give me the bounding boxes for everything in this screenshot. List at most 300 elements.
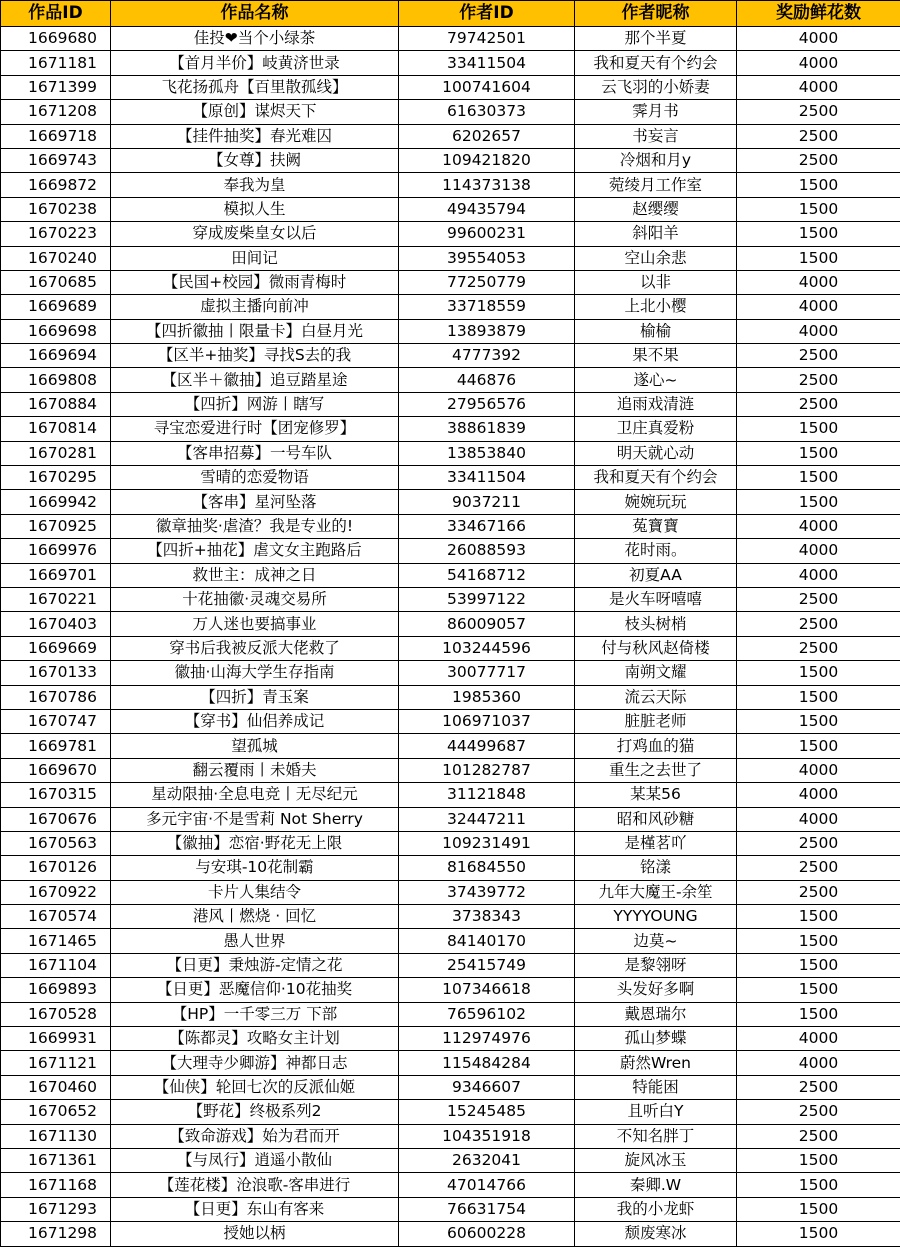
work-id-cell: 1671399: [1, 75, 111, 99]
author-nickname-cell: 戴恩瑞尔: [575, 1002, 737, 1026]
author-id-cell: 86009057: [399, 612, 575, 636]
work-id-cell: 1670221: [1, 587, 111, 611]
work-id-cell: 1670747: [1, 709, 111, 733]
flower-reward-cell: 2500: [737, 831, 900, 855]
author-nickname-cell: 枝头树梢: [575, 612, 737, 636]
flower-reward-cell: 2500: [737, 1100, 900, 1124]
work-title-cell: 望孤城: [111, 734, 399, 758]
author-id-cell: 79742501: [399, 27, 575, 51]
flower-reward-cell: 2500: [737, 612, 900, 636]
author-nickname-cell: 颓废寒冰: [575, 1222, 737, 1246]
header-row: [1, 1, 900, 27]
author-nickname-cell: 是槿茗吖: [575, 831, 737, 855]
flower-reward-cell: 4000: [737, 319, 900, 343]
author-nickname-cell: 遂心~: [575, 368, 737, 392]
work-id-cell: 1669743: [1, 148, 111, 172]
flower-reward-cell: 4000: [737, 783, 900, 807]
flower-reward-cell: 2500: [737, 148, 900, 172]
author-id-cell: 107346618: [399, 978, 575, 1002]
author-nickname-cell: 冷烟和月y: [575, 148, 737, 172]
work-id-cell: 1670315: [1, 783, 111, 807]
author-id-cell: 27956576: [399, 392, 575, 416]
table-row: [1, 758, 900, 782]
work-title-cell: 救世主：成神之日: [111, 563, 399, 587]
table-row: [1, 978, 900, 1002]
work-id-cell: 1669781: [1, 734, 111, 758]
work-title-cell: 【莲花楼】沧浪歌-客串进行: [111, 1173, 399, 1197]
table-row: [1, 270, 900, 294]
author-id-cell: 9346607: [399, 1075, 575, 1099]
table-row: [1, 1222, 900, 1246]
work-title-cell: 【原创】谋烬天下: [111, 100, 399, 124]
flower-reward-cell: 1500: [737, 661, 900, 685]
work-title-cell: 【日更】恶魔信仰·10花抽奖: [111, 978, 399, 1002]
table-row: [1, 587, 900, 611]
author-nickname-cell: 明天就心动: [575, 441, 737, 465]
work-id-cell: 1670814: [1, 417, 111, 441]
author-id-cell: 104351918: [399, 1124, 575, 1148]
flower-reward-cell: 4000: [737, 563, 900, 587]
work-id-cell: 1670685: [1, 270, 111, 294]
author-nickname-cell: 我的小龙虾: [575, 1197, 737, 1221]
work-id-cell: 1671298: [1, 1222, 111, 1246]
table-row: [1, 1100, 900, 1124]
author-nickname-cell: 流云天际: [575, 685, 737, 709]
flower-reward-cell: 1500: [737, 734, 900, 758]
work-id-cell: 1669931: [1, 1027, 111, 1051]
work-title-cell: 【与凤行】逍遥小散仙: [111, 1148, 399, 1172]
author-id-cell: 100741604: [399, 75, 575, 99]
table-row: [1, 661, 900, 685]
author-id-cell: 39554053: [399, 246, 575, 270]
author-id-cell: 33467166: [399, 514, 575, 538]
table-row: [1, 246, 900, 270]
author-id-cell: 49435794: [399, 197, 575, 221]
table-row: [1, 344, 900, 368]
table-row: [1, 1197, 900, 1221]
work-title-cell: 卡片人集结令: [111, 880, 399, 904]
table-row: [1, 1148, 900, 1172]
author-nickname-cell: 是黎翎呀: [575, 953, 737, 977]
work-id-cell: 1671465: [1, 929, 111, 953]
author-id-cell: 13853840: [399, 441, 575, 465]
header-author-nickname: 作者昵称: [575, 1, 737, 27]
author-nickname-cell: 重生之去世了: [575, 758, 737, 782]
author-nickname-cell: 蔚然Wren: [575, 1051, 737, 1075]
table-row: [1, 539, 900, 563]
author-id-cell: 3738343: [399, 905, 575, 929]
table-row: [1, 953, 900, 977]
flower-reward-cell: 4000: [737, 514, 900, 538]
author-id-cell: 77250779: [399, 270, 575, 294]
flower-reward-cell: 4000: [737, 51, 900, 75]
work-title-cell: 【仙侠】轮回七次的反派仙姬: [111, 1075, 399, 1099]
work-title-cell: 【HP】一千零三万 下部: [111, 1002, 399, 1026]
work-id-cell: 1671361: [1, 1148, 111, 1172]
work-title-cell: 虚拟主播向前冲: [111, 295, 399, 319]
work-id-cell: 1669718: [1, 124, 111, 148]
author-id-cell: 38861839: [399, 417, 575, 441]
author-nickname-cell: 果不果: [575, 344, 737, 368]
flower-reward-cell: 4000: [737, 758, 900, 782]
work-title-cell: 与安琪-10花制霸: [111, 856, 399, 880]
author-id-cell: 4777392: [399, 344, 575, 368]
work-id-cell: 1669942: [1, 490, 111, 514]
work-id-cell: 1669694: [1, 344, 111, 368]
author-nickname-cell: 斜阳羊: [575, 222, 737, 246]
author-id-cell: 81684550: [399, 856, 575, 880]
work-id-cell: 1670240: [1, 246, 111, 270]
table-row: [1, 51, 900, 75]
table-row: [1, 807, 900, 831]
author-id-cell: 76596102: [399, 1002, 575, 1026]
work-title-cell: 【民国+校园】微雨青梅时: [111, 270, 399, 294]
work-title-cell: 奉我为皇: [111, 173, 399, 197]
table-row: [1, 563, 900, 587]
work-title-cell: 徽抽·山海大学生存指南: [111, 661, 399, 685]
flower-reward-cell: 1500: [737, 709, 900, 733]
author-id-cell: 37439772: [399, 880, 575, 904]
flower-reward-cell: 2500: [737, 1124, 900, 1148]
author-id-cell: 31121848: [399, 783, 575, 807]
author-id-cell: 54168712: [399, 563, 575, 587]
work-title-cell: 【日更】秉烛游-定情之花: [111, 953, 399, 977]
table-row: [1, 197, 900, 221]
author-nickname-cell: 那个半夏: [575, 27, 737, 51]
table-row: [1, 392, 900, 416]
work-title-cell: 模拟人生: [111, 197, 399, 221]
author-id-cell: 15245485: [399, 1100, 575, 1124]
flower-reward-cell: 1500: [737, 1002, 900, 1026]
author-nickname-cell: 脏脏老师: [575, 709, 737, 733]
work-id-cell: 1670281: [1, 441, 111, 465]
author-nickname-cell: 且听白Y: [575, 1100, 737, 1124]
author-id-cell: 9037211: [399, 490, 575, 514]
author-id-cell: 33411504: [399, 466, 575, 490]
flower-reward-cell: 2500: [737, 880, 900, 904]
author-nickname-cell: 铭漾: [575, 856, 737, 880]
table-row: [1, 368, 900, 392]
author-nickname-cell: 孤山梦蝶: [575, 1027, 737, 1051]
flower-reward-cell: 2500: [737, 392, 900, 416]
flower-reward-cell: 1500: [737, 441, 900, 465]
author-nickname-cell: 我和夏天有个约会: [575, 51, 737, 75]
author-nickname-cell: 打鸡血的猫: [575, 734, 737, 758]
work-id-cell: 1669669: [1, 636, 111, 660]
flower-reward-cell: 1500: [737, 466, 900, 490]
table-row: [1, 490, 900, 514]
work-id-cell: 1669670: [1, 758, 111, 782]
author-nickname-cell: 书妄言: [575, 124, 737, 148]
author-nickname-cell: 初夏AA: [575, 563, 737, 587]
author-nickname-cell: 霁月书: [575, 100, 737, 124]
table-row: [1, 685, 900, 709]
table-row: [1, 466, 900, 490]
flower-reward-cell: 1500: [737, 222, 900, 246]
flower-reward-cell: 1500: [737, 173, 900, 197]
table-row: [1, 75, 900, 99]
table-row: [1, 417, 900, 441]
work-title-cell: 【陈都灵】攻略女主计划: [111, 1027, 399, 1051]
work-id-cell: 1670676: [1, 807, 111, 831]
work-id-cell: 1669872: [1, 173, 111, 197]
flower-reward-cell: 1500: [737, 490, 900, 514]
table-row: [1, 173, 900, 197]
author-nickname-cell: 以非: [575, 270, 737, 294]
author-nickname-cell: YYYYOUNG: [575, 905, 737, 929]
work-title-cell: 穿成废柴皇女以后: [111, 222, 399, 246]
work-id-cell: 1671293: [1, 1197, 111, 1221]
flower-reward-cell: 2500: [737, 100, 900, 124]
work-id-cell: 1670786: [1, 685, 111, 709]
work-title-cell: 【徽抽】恋宿·野花无上限: [111, 831, 399, 855]
author-nickname-cell: 昭和风砂糖: [575, 807, 737, 831]
table-row: [1, 1051, 900, 1075]
work-id-cell: 1669701: [1, 563, 111, 587]
work-title-cell: 【区半+抽奖】寻找S去的我: [111, 344, 399, 368]
author-id-cell: 115484284: [399, 1051, 575, 1075]
work-id-cell: 1669689: [1, 295, 111, 319]
author-nickname-cell: 特能困: [575, 1075, 737, 1099]
author-id-cell: 112974976: [399, 1027, 575, 1051]
author-id-cell: 2632041: [399, 1148, 575, 1172]
author-nickname-cell: 云飞羽的小娇妻: [575, 75, 737, 99]
author-id-cell: 109231491: [399, 831, 575, 855]
table-row: [1, 783, 900, 807]
work-title-cell: 【四折徽抽丨限量卡】白昼月光: [111, 319, 399, 343]
author-id-cell: 44499687: [399, 734, 575, 758]
author-id-cell: 76631754: [399, 1197, 575, 1221]
work-title-cell: 【四折+抽花】虐文女主跑路后: [111, 539, 399, 563]
author-id-cell: 53997122: [399, 587, 575, 611]
flower-reward-cell: 1500: [737, 978, 900, 1002]
flower-reward-cell: 4000: [737, 75, 900, 99]
flower-reward-cell: 4000: [737, 807, 900, 831]
work-id-cell: 1671130: [1, 1124, 111, 1148]
flower-reward-cell: 2500: [737, 124, 900, 148]
author-id-cell: 103244596: [399, 636, 575, 660]
work-title-cell: 【致命游戏】始为君而开: [111, 1124, 399, 1148]
work-title-cell: 飞花扬孤舟【百里散孤线】: [111, 75, 399, 99]
flower-reward-cell: 2500: [737, 368, 900, 392]
author-nickname-cell: 南朔文耀: [575, 661, 737, 685]
flower-reward-cell: 4000: [737, 1051, 900, 1075]
work-title-cell: 【野花】终极系列2: [111, 1100, 399, 1124]
author-nickname-cell: 菀绫月工作室: [575, 173, 737, 197]
work-id-cell: 1669893: [1, 978, 111, 1002]
author-nickname-cell: 我和夏天有个约会: [575, 466, 737, 490]
work-title-cell: 港风丨燃烧 · 回忆: [111, 905, 399, 929]
author-nickname-cell: 上北小樱: [575, 295, 737, 319]
work-title-cell: 翻云覆雨丨未婚夫: [111, 758, 399, 782]
table-row: [1, 1002, 900, 1026]
table-row: [1, 124, 900, 148]
work-id-cell: 1670403: [1, 612, 111, 636]
flower-reward-cell: 1500: [737, 929, 900, 953]
table-row: [1, 709, 900, 733]
flower-reward-cell: 4000: [737, 295, 900, 319]
author-id-cell: 101282787: [399, 758, 575, 782]
work-title-cell: 多元宇宙·不是雪莉 Not Sherry: [111, 807, 399, 831]
author-nickname-cell: 赵缨缨: [575, 197, 737, 221]
author-nickname-cell: 九年大魔王-余笙: [575, 880, 737, 904]
flower-reward-cell: 2500: [737, 1075, 900, 1099]
table-row: [1, 734, 900, 758]
work-id-cell: 1671168: [1, 1173, 111, 1197]
work-id-cell: 1669808: [1, 368, 111, 392]
flower-reward-cell: 2500: [737, 856, 900, 880]
author-nickname-cell: 卫庄真爱粉: [575, 417, 737, 441]
author-nickname-cell: 榆榆: [575, 319, 737, 343]
author-id-cell: 61630373: [399, 100, 575, 124]
work-id-cell: 1670884: [1, 392, 111, 416]
author-id-cell: 33718559: [399, 295, 575, 319]
work-title-cell: 十花抽徽·灵魂交易所: [111, 587, 399, 611]
work-id-cell: 1671104: [1, 953, 111, 977]
flower-reward-cell: 4000: [737, 270, 900, 294]
flower-reward-cell: 1500: [737, 953, 900, 977]
author-id-cell: 84140170: [399, 929, 575, 953]
header-author-id: 作者ID: [399, 1, 575, 27]
header-work-title: 作品名称: [111, 1, 399, 27]
work-title-cell: 【客串招募】一号车队: [111, 441, 399, 465]
work-id-cell: 1670574: [1, 905, 111, 929]
author-id-cell: 30077717: [399, 661, 575, 685]
author-id-cell: 60600228: [399, 1222, 575, 1246]
work-title-cell: 星动限抽·全息电竞丨无尽纪元: [111, 783, 399, 807]
author-id-cell: 26088593: [399, 539, 575, 563]
flower-reward-cell: 1500: [737, 905, 900, 929]
flower-reward-cell: 1500: [737, 417, 900, 441]
author-nickname-cell: 某某56: [575, 783, 737, 807]
author-id-cell: 13893879: [399, 319, 575, 343]
table-row: [1, 612, 900, 636]
work-title-cell: 【客串】星河坠落: [111, 490, 399, 514]
author-id-cell: 47014766: [399, 1173, 575, 1197]
flower-reward-cell: 1500: [737, 1173, 900, 1197]
author-id-cell: 6202657: [399, 124, 575, 148]
work-id-cell: 1670922: [1, 880, 111, 904]
author-nickname-cell: 秦卿.W: [575, 1173, 737, 1197]
work-title-cell: 万人迷也要搞事业: [111, 612, 399, 636]
flower-reward-cell: 1500: [737, 197, 900, 221]
work-id-cell: 1669976: [1, 539, 111, 563]
author-nickname-cell: 头发好多啊: [575, 978, 737, 1002]
flower-reward-cell: 1500: [737, 1197, 900, 1221]
work-title-cell: 雪晴的恋爱物语: [111, 466, 399, 490]
flower-reward-cell: 1500: [737, 1148, 900, 1172]
work-title-cell: 愚人世界: [111, 929, 399, 953]
work-id-cell: 1670295: [1, 466, 111, 490]
flower-reward-cell: 1500: [737, 246, 900, 270]
table-row: [1, 441, 900, 465]
table-row: [1, 100, 900, 124]
author-nickname-cell: 菟寶寶: [575, 514, 737, 538]
work-id-cell: 1670563: [1, 831, 111, 855]
author-id-cell: 99600231: [399, 222, 575, 246]
author-nickname-cell: 花时雨。: [575, 539, 737, 563]
author-id-cell: 446876: [399, 368, 575, 392]
work-id-cell: 1671121: [1, 1051, 111, 1075]
work-title-cell: 田间记: [111, 246, 399, 270]
flower-reward-cell: 1500: [737, 1222, 900, 1246]
work-id-cell: 1670223: [1, 222, 111, 246]
work-id-cell: 1670133: [1, 661, 111, 685]
work-title-cell: 【日更】东山有客来: [111, 1197, 399, 1221]
work-id-cell: 1670126: [1, 856, 111, 880]
flower-reward-cell: 4000: [737, 27, 900, 51]
table-row: [1, 319, 900, 343]
table-row: [1, 1027, 900, 1051]
author-nickname-cell: 是火车呀嘻嘻: [575, 587, 737, 611]
table-row: [1, 929, 900, 953]
work-title-cell: 徽章抽奖·虐渣？我是专业的!: [111, 514, 399, 538]
work-id-cell: 1670652: [1, 1100, 111, 1124]
work-title-cell: 【四折】青玉案: [111, 685, 399, 709]
table-row: [1, 27, 900, 51]
work-title-cell: 【四折】网游丨瞎写: [111, 392, 399, 416]
header-work-id: 作品ID: [1, 1, 111, 27]
author-nickname-cell: 追雨戏清涟: [575, 392, 737, 416]
work-id-cell: 1670925: [1, 514, 111, 538]
work-title-cell: 寻宝恋爱进行时【团宠修罗】: [111, 417, 399, 441]
work-title-cell: 【首月半价】岐黄济世录: [111, 51, 399, 75]
author-nickname-cell: 边莫~: [575, 929, 737, 953]
work-title-cell: 佳投❤当个小绿茶: [111, 27, 399, 51]
work-id-cell: 1669698: [1, 319, 111, 343]
author-id-cell: 25415749: [399, 953, 575, 977]
work-id-cell: 1669680: [1, 27, 111, 51]
flower-reward-cell: 2500: [737, 587, 900, 611]
work-id-cell: 1670238: [1, 197, 111, 221]
header-flower-reward: 奖励鲜花数: [737, 1, 900, 27]
work-id-cell: 1671208: [1, 100, 111, 124]
work-title-cell: 穿书后我被反派大佬救了: [111, 636, 399, 660]
work-title-cell: 【区半＋徽抽】追豆踏星途: [111, 368, 399, 392]
table-row: [1, 905, 900, 929]
author-id-cell: 106971037: [399, 709, 575, 733]
table-row: [1, 831, 900, 855]
flower-reward-cell: 4000: [737, 1027, 900, 1051]
table-row: [1, 1124, 900, 1148]
table-row: [1, 856, 900, 880]
work-title-cell: 【挂件抽奖】春光难囚: [111, 124, 399, 148]
work-id-cell: 1670528: [1, 1002, 111, 1026]
author-id-cell: 109421820: [399, 148, 575, 172]
work-id-cell: 1671181: [1, 51, 111, 75]
author-nickname-cell: 旋风冰玉: [575, 1148, 737, 1172]
author-nickname-cell: 付与秋风赵倚楼: [575, 636, 737, 660]
author-id-cell: 32447211: [399, 807, 575, 831]
author-id-cell: 33411504: [399, 51, 575, 75]
author-id-cell: 114373138: [399, 173, 575, 197]
work-id-cell: 1670460: [1, 1075, 111, 1099]
work-title-cell: 【大理寺少卿游】神都日志: [111, 1051, 399, 1075]
table-row: [1, 1173, 900, 1197]
table-row: [1, 636, 900, 660]
table-row: [1, 1075, 900, 1099]
work-title-cell: 【女尊】扶阙: [111, 148, 399, 172]
flower-reward-cell: 1500: [737, 685, 900, 709]
work-title-cell: 授她以柄: [111, 1222, 399, 1246]
author-id-cell: 1985360: [399, 685, 575, 709]
author-nickname-cell: 婉婉玩玩: [575, 490, 737, 514]
work-title-cell: 【穿书】仙侣养成记: [111, 709, 399, 733]
table-row: [1, 880, 900, 904]
author-nickname-cell: 不知名胖丁: [575, 1124, 737, 1148]
flower-reward-cell: 4000: [737, 539, 900, 563]
flower-reward-cell: 2500: [737, 344, 900, 368]
